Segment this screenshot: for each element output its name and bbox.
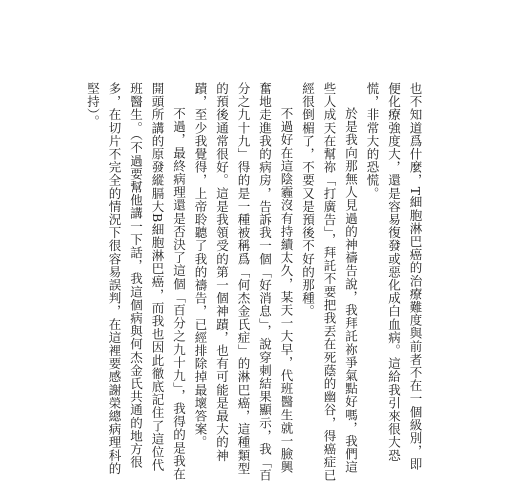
paragraph-4: 不過，最終病理還是否決了這個「百分之九十九」，我得的是我在開頭所講的原發縱膈大B細胞淋巴癌，而我也因此徹底記住了這位代班醫生。（不過要幫他講一下話，我這個病與何杰金氏共通的地方很多，在切片不完全的情況下很容易誤判，在這裡要感謝榮總病理科的堅持）。 <box>85 82 187 481</box>
paragraph-1: 也不知道爲什麼，T細胞淋巴癌的治療難度與前者不在一個級別，即便化療強度大，還是容易復發或惡化成白血病。這給我引來很大恐慌，非常大的恐慌。 <box>365 82 423 471</box>
paragraph-2: 於是我向那無人見過的神禱告說，我拜託祢爭氣點好嗎，我們這些人成天在幫祢「打廣告」，拜託不要把我丟在死蔭的幽谷，得癌症已經很倒楣了，不要又是預後不好的那種。 <box>300 82 359 482</box>
vertical-text-body <box>82 82 426 482</box>
paragraph-3: 不過好在這陰霾沒有持續太久，某天一大早，代班醫生就一臉興奮地走進我的病房，告訴我一個「好消息」，說穿刺結果顯示，我「百分之九十九」得的是一種被稱爲「何杰金氏症」的淋巴癌，這種類型的預後通常很好。這是我領受的第一個神蹟，也有可能是最大的神蹟，至少我覺得，上帝聆聽了我的禱告，已經排除掉最壞答案。 <box>193 82 294 482</box>
